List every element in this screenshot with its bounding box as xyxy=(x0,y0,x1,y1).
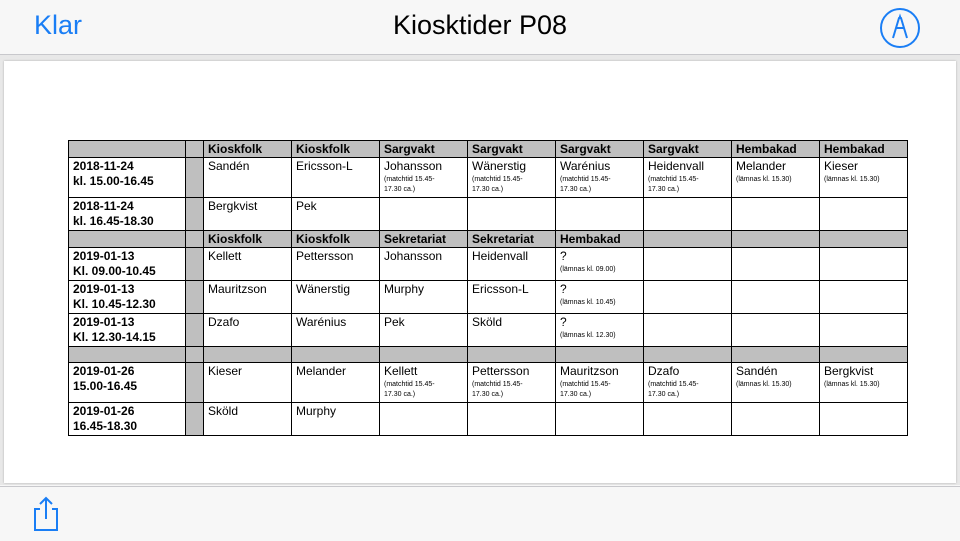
header-cell xyxy=(644,231,732,248)
table-cell xyxy=(732,403,820,436)
table-cell xyxy=(644,314,732,347)
table-cell xyxy=(468,363,556,403)
date-cell xyxy=(69,158,186,198)
header-cell: Sargvakt xyxy=(556,141,644,158)
cell-name: Mauritzson xyxy=(208,282,267,296)
cell-name: Bergkvist xyxy=(208,199,258,213)
table-cell xyxy=(380,281,468,314)
spacer-cell xyxy=(186,248,204,281)
table-cell xyxy=(556,363,644,403)
table-cell xyxy=(380,363,468,403)
cell-name: Kieser xyxy=(208,364,243,378)
cell-note: (matchtid 15.45- xyxy=(648,176,699,183)
cell-name: Wänerstig xyxy=(296,282,351,296)
date-cell xyxy=(69,198,186,231)
table-cell xyxy=(732,248,820,281)
cell-note: (lämnas kl. 15.30) xyxy=(736,176,792,183)
date-cell xyxy=(69,248,186,281)
spacer-cell xyxy=(186,198,204,231)
table-row xyxy=(69,198,908,231)
date-cell xyxy=(69,363,186,403)
date-cell xyxy=(69,281,186,314)
cell-name: Pettersson xyxy=(472,364,530,378)
date-cell xyxy=(69,314,186,347)
table-cell xyxy=(380,158,468,198)
cell-name: Sandén xyxy=(736,364,778,378)
table-cell xyxy=(644,248,732,281)
header-cell xyxy=(69,231,186,248)
header-cell: Sargvakt xyxy=(468,141,556,158)
spacer-cell xyxy=(186,158,204,198)
table-cell xyxy=(732,198,820,231)
header-cell: Kioskfolk xyxy=(204,141,292,158)
time-text: Kl. 09.00-10.45 xyxy=(73,264,156,278)
header-cell: Kioskfolk xyxy=(204,231,292,248)
cell-note: 17.30 ca.) xyxy=(648,391,680,398)
cell-name: Warénius xyxy=(296,315,347,329)
table-row xyxy=(69,363,908,403)
header-cell: Sekretariat xyxy=(468,231,556,248)
time-text: 15.00-16.45 xyxy=(73,379,138,393)
cell-name: Pek xyxy=(384,315,405,329)
date-cell xyxy=(69,403,186,436)
cell-name: Heidenvall xyxy=(472,249,529,263)
cell-name: Sandén xyxy=(208,159,250,173)
cell-note: 17.30 ca.) xyxy=(384,391,416,398)
cell-name: Ericsson-L xyxy=(296,159,353,173)
cell-note: (lämnas kl. 09.00) xyxy=(560,266,616,273)
cell-name: ? xyxy=(560,249,567,263)
cell-name: Dzafo xyxy=(208,315,240,329)
cell-name: ? xyxy=(560,282,567,296)
date-text: 2019-01-13 xyxy=(73,282,135,296)
cell-note: 17.30 ca.) xyxy=(472,186,504,193)
header-cell: Kioskfolk xyxy=(292,141,380,158)
cell-name: Pek xyxy=(296,199,317,213)
table-header-row xyxy=(69,141,908,158)
table-row xyxy=(69,158,908,198)
cell-name: Melander xyxy=(736,159,787,173)
date-text: 2019-01-13 xyxy=(73,249,135,263)
date-text: 2019-01-26 xyxy=(73,364,135,378)
table-cell xyxy=(732,314,820,347)
table-cell xyxy=(732,363,820,403)
table-cell xyxy=(732,281,820,314)
table-cell xyxy=(468,158,556,198)
table-cell xyxy=(820,158,908,198)
table-cell xyxy=(556,281,644,314)
table-cell xyxy=(556,158,644,198)
cell-name: Murphy xyxy=(296,404,337,418)
cell-name: Pettersson xyxy=(296,249,354,263)
cell-name: Sköld xyxy=(208,404,239,418)
cell-name: Bergkvist xyxy=(824,364,874,378)
cell-name: Warénius xyxy=(560,159,611,173)
table-header-row xyxy=(69,231,908,248)
date-text: 2019-01-26 xyxy=(73,404,135,418)
table-cell xyxy=(556,198,644,231)
table-cell xyxy=(732,158,820,198)
markup-pen-icon[interactable] xyxy=(880,8,920,48)
cell-note: (matchtid 15.45- xyxy=(384,176,435,183)
table-cell xyxy=(820,363,908,403)
cell-name: ? xyxy=(560,315,567,329)
table-cell xyxy=(556,248,644,281)
header-cell: Hembakad xyxy=(820,141,908,158)
cell-name: Wänerstig xyxy=(472,159,527,173)
cell-name: Dzafo xyxy=(648,364,680,378)
table-cell xyxy=(820,314,908,347)
table-cell xyxy=(292,158,380,198)
table-cell xyxy=(380,248,468,281)
cell-name: Ericsson-L xyxy=(472,282,529,296)
cell-note: (lämnas kl. 15.30) xyxy=(736,381,792,388)
share-icon[interactable] xyxy=(30,495,62,533)
table-row xyxy=(69,403,908,436)
table-cell xyxy=(292,314,380,347)
cell-name: Johansson xyxy=(384,249,443,263)
table-cell xyxy=(204,363,292,403)
cell-name: Kellett xyxy=(384,364,418,378)
table-cell xyxy=(644,363,732,403)
time-text: kl. 15.00-16.45 xyxy=(73,174,154,188)
table-cell xyxy=(292,248,380,281)
document-viewer[interactable] xyxy=(0,55,960,485)
table-cell xyxy=(380,198,468,231)
cell-note: (matchtid 15.45- xyxy=(472,176,523,183)
table-cell xyxy=(292,403,380,436)
table-cell xyxy=(820,198,908,231)
header-cell: Sargvakt xyxy=(644,141,732,158)
table-cell xyxy=(468,248,556,281)
table-cell xyxy=(292,281,380,314)
table-cell xyxy=(644,158,732,198)
cell-note: 17.30 ca.) xyxy=(560,391,592,398)
spacer-cell xyxy=(186,403,204,436)
cell-note: 17.30 ca.) xyxy=(560,186,592,193)
table-cell xyxy=(644,281,732,314)
table-cell xyxy=(292,198,380,231)
cell-note: (lämnas kl. 10.45) xyxy=(560,299,616,306)
table-row xyxy=(69,314,908,347)
cell-note: (matchtid 15.45- xyxy=(648,381,699,388)
header-cell xyxy=(186,231,204,248)
header-cell xyxy=(69,141,186,158)
table-cell xyxy=(380,403,468,436)
table-cell xyxy=(468,198,556,231)
cell-name: Murphy xyxy=(384,282,425,296)
cell-name: Heidenvall xyxy=(648,159,705,173)
time-text: 16.45-18.30 xyxy=(73,419,138,433)
table-cell xyxy=(204,314,292,347)
table-cell xyxy=(556,403,644,436)
table-cell xyxy=(204,198,292,231)
header-cell: Sekretariat xyxy=(380,231,468,248)
document-page xyxy=(4,61,956,483)
cell-note: 17.30 ca.) xyxy=(648,186,680,193)
cell-note: 17.30 ca.) xyxy=(384,186,416,193)
schedule-table xyxy=(68,140,908,436)
cell-note: (lämnas kl. 12.30) xyxy=(560,332,616,339)
cell-note: (matchtid 15.45- xyxy=(560,381,611,388)
cell-name: Melander xyxy=(296,364,347,378)
header-cell: Kioskfolk xyxy=(292,231,380,248)
spacer-cell xyxy=(186,363,204,403)
cell-note: (matchtid 15.45- xyxy=(384,381,435,388)
table-cell xyxy=(204,158,292,198)
time-text: Kl. 12.30-14.15 xyxy=(73,330,156,344)
table-cell xyxy=(820,403,908,436)
header-cell: Sargvakt xyxy=(380,141,468,158)
table-cell xyxy=(204,248,292,281)
page-title: Kiosktider P08 xyxy=(392,10,568,40)
table-cell xyxy=(644,198,732,231)
header-cell: Hembakad xyxy=(556,231,644,248)
cell-note: (lämnas kl. 15.30) xyxy=(824,381,880,388)
table-cell xyxy=(292,363,380,403)
header-cell: Hembakad xyxy=(732,141,820,158)
navigation-bar xyxy=(0,0,960,55)
table-cell xyxy=(380,314,468,347)
header-cell xyxy=(186,141,204,158)
cell-name: Sköld xyxy=(472,315,503,329)
separator-row xyxy=(69,347,908,363)
bottom-toolbar xyxy=(0,486,960,541)
table-cell xyxy=(644,403,732,436)
table-cell xyxy=(468,403,556,436)
done-button[interactable]: Klar xyxy=(34,10,83,40)
time-text: kl. 16.45-18.30 xyxy=(73,214,154,228)
cell-name: Johansson xyxy=(384,159,443,173)
date-text: 2019-01-13 xyxy=(73,315,135,329)
cell-note: (lämnas kl. 15.30) xyxy=(824,176,880,183)
cell-note: 17.30 ca.) xyxy=(472,391,504,398)
table-cell xyxy=(204,403,292,436)
cell-name: Kieser xyxy=(824,159,859,173)
header-cell xyxy=(820,231,908,248)
cell-name: Mauritzson xyxy=(560,364,619,378)
date-text: 2018-11-24 xyxy=(73,159,134,173)
table-row xyxy=(69,281,908,314)
spacer-cell xyxy=(186,281,204,314)
spacer-cell xyxy=(186,314,204,347)
cell-name: Kellett xyxy=(208,249,242,263)
cell-note: (matchtid 15.45- xyxy=(560,176,611,183)
table-row xyxy=(69,248,908,281)
table-cell xyxy=(468,314,556,347)
table-cell xyxy=(820,281,908,314)
time-text: Kl. 10.45-12.30 xyxy=(73,297,156,311)
table-cell xyxy=(556,314,644,347)
header-cell xyxy=(732,231,820,248)
table-cell xyxy=(204,281,292,314)
date-text: 2018-11-24 xyxy=(73,199,134,213)
cell-note: (matchtid 15.45- xyxy=(472,381,523,388)
table-cell xyxy=(468,281,556,314)
table-cell xyxy=(820,248,908,281)
